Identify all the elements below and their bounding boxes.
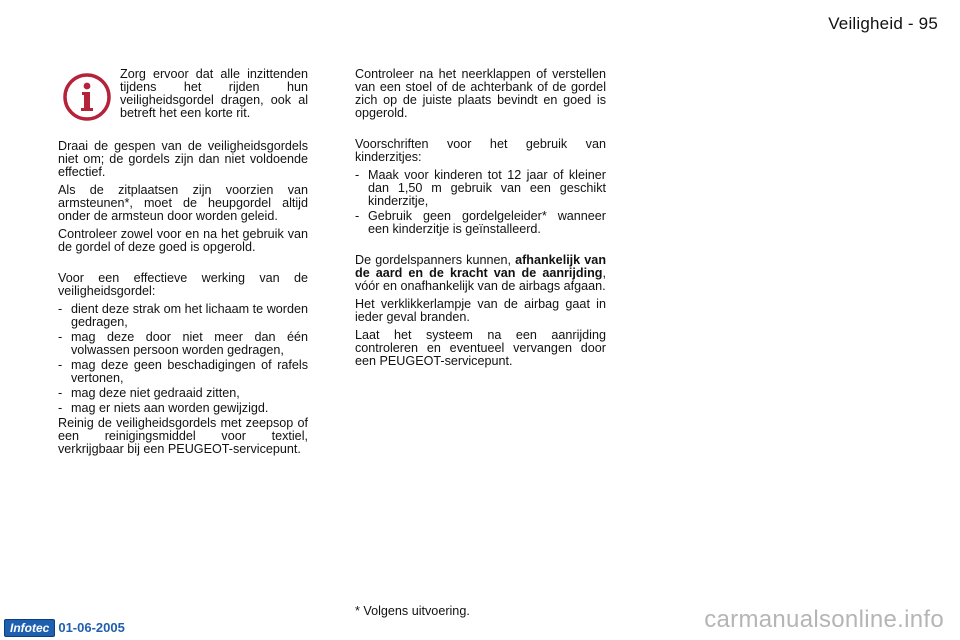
paragraph: Reinig de veiligheidsgordels met zeepsop of een reinigingsmiddel voor textiel, verkrijgbaar bij een PEUGEOT-servicepunt.	[58, 416, 308, 456]
list-item: - mag deze niet gedraaid zitten,	[58, 387, 308, 400]
footer	[4, 619, 125, 636]
paragraph: Als de zitplaatsen zijn voorzien van armsteunen*, moet de heupgordel altijd onder de armsteun door worden geleid.	[58, 183, 308, 223]
text-run: , vóór en onafhankelijk van de airbags afgaan.	[355, 266, 606, 293]
list-item: - mag deze geen beschadigingen of rafels vertonen,	[58, 359, 308, 385]
bold-text: afhankelijk van de aard en de kracht van de aanrijding	[355, 253, 607, 280]
right-column	[355, 68, 606, 373]
list-item: - Gebruik geen gordelgeleider* wanneer een kinderzitje is geïnstalleerd.	[355, 210, 606, 236]
belt-requirements-list	[58, 303, 308, 415]
paragraph: Controleer zowel voor en na het gebruik van de gordel of deze goed is opgerold.	[58, 227, 308, 254]
list-item: - mag er niets aan worden gewijzigd.	[58, 402, 308, 415]
infotec-logo: Infotec	[4, 619, 55, 637]
list-item: - Maak voor kinderen tot 12 jaar of kleiner dan 1,50 m gebruik van een geschikt kinderzitje,	[355, 169, 606, 208]
note-text: Zorg ervoor dat alle inzittenden tijdens het rijden hun veiligheidsgordel dragen, ook al betreft het een korte rit.	[120, 67, 308, 120]
paragraph: Het verklikkerlampje van de airbag gaat in ieder geval branden.	[355, 297, 606, 324]
paragraph: Controleer na het neerklappen of verstellen van een stoel of de achterbank of de gordel zich op de juiste plaats bevindt en goed is opgerold.	[355, 67, 606, 120]
paragraph: Voorschriften voor het gebruik van kinderzitjes:	[355, 137, 606, 164]
paragraph	[355, 254, 606, 293]
paragraph: Draai de gespen van de veiligheidsgordels niet om; de gordels zijn dan niet voldoende effectief.	[58, 139, 308, 179]
paragraph: Voor een effectieve werking van de veiligheidsgordel:	[58, 271, 308, 298]
child-seat-list	[355, 169, 606, 236]
text-run: De gordelspanners kunnen,	[355, 253, 516, 267]
safety-note	[120, 68, 308, 125]
list-item: - mag deze door niet meer dan één volwassen persoon worden gedragen,	[58, 331, 308, 357]
page-header: Veiligheid - 95	[828, 14, 938, 33]
paragraph: Laat het systeem na een aanrijding controleren en eventueel vervangen door een PEUGEOT-servicepunt.	[355, 328, 606, 368]
info-icon	[62, 72, 112, 122]
watermark: carmanualsonline.info	[704, 606, 944, 633]
list-item: - dient deze strak om het lichaam te worden gedragen,	[58, 303, 308, 329]
left-column	[58, 140, 308, 461]
print-date: 01-06-2005	[58, 620, 125, 635]
footnote: * Volgens uitvoering.	[355, 604, 470, 618]
